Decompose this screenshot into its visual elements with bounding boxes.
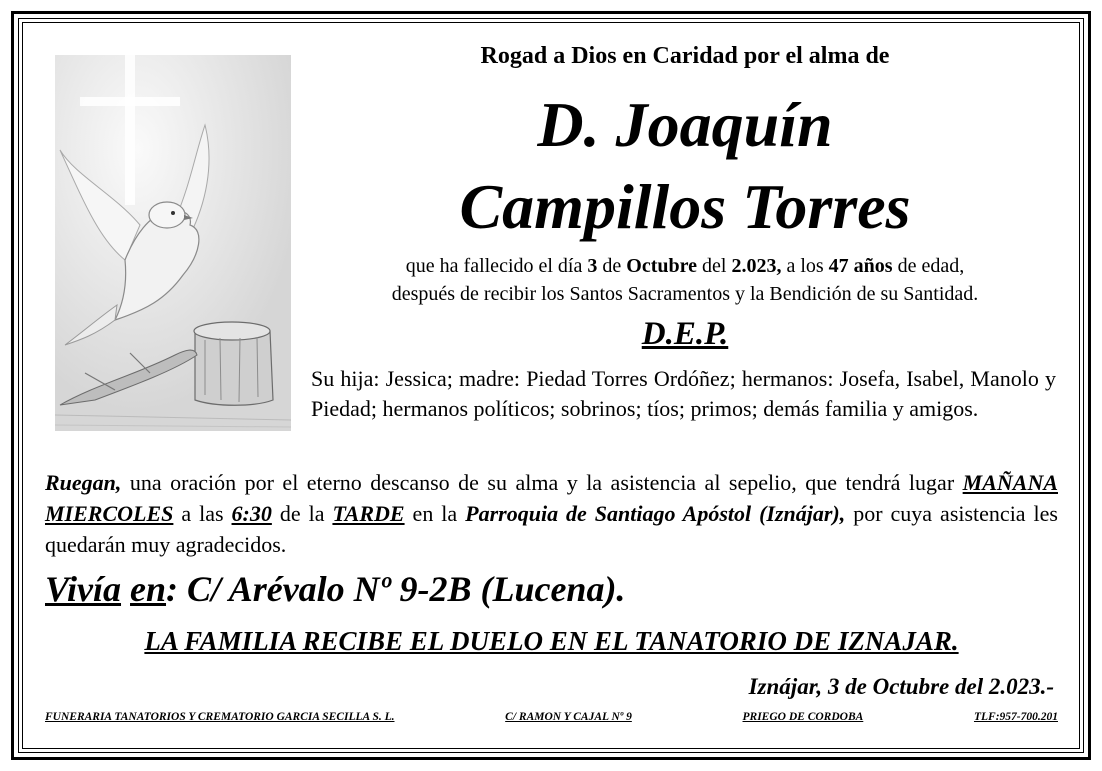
funeral-home-footer: [45, 711, 1058, 723]
dove-illustration: [55, 55, 291, 431]
residence-address: C/ Arévalo Nº 9-2B (Lucena).: [178, 569, 626, 609]
death-year: 2.023,: [731, 255, 782, 277]
footer-street: C/ RAMON Y CAJAL Nº 9: [505, 711, 632, 723]
deceased-name-line-2: Campillos Torres: [459, 171, 911, 242]
place-date: Iznájar, 3 de Octubre del 2.023.-: [748, 674, 1054, 699]
intro-line: Rogad a Dios en Caridad por el alma de: [480, 43, 890, 69]
death-month: Octubre: [626, 255, 697, 277]
residence-colon: :: [166, 569, 179, 609]
death-details: [300, 252, 1070, 308]
death-text: a los: [781, 255, 829, 277]
ruegan-text: una oración por el eterno descanso de su alma y la asistencia al sepelio, que tendrá lugar: [121, 470, 963, 495]
death-text: del: [697, 255, 732, 277]
footer-phone: TLF:957-700.201: [973, 711, 1058, 723]
ruegan-time: 6:30: [231, 501, 272, 526]
funeral-request: [45, 467, 1058, 560]
residence-word-1: Vivía: [45, 569, 122, 609]
death-text: de: [597, 255, 627, 277]
death-age: 47 años: [828, 255, 893, 277]
ruegan-text: de la: [271, 501, 333, 526]
family-members: Su hija: Jessica; madre: Piedad Torres Ordóñez; hermanos: Josefa, Isabel, Manolo y Piedad; hermanos políticos; sobrinos; tíos; primos; demás familia y amigos.: [311, 366, 1056, 421]
ruegan-day1: MAÑANA: [962, 470, 1058, 495]
ruegan-text: a las: [173, 501, 232, 526]
residence-word-2: en: [130, 569, 167, 609]
death-text: de edad,: [892, 255, 965, 277]
footer-company: FUNERARIA TANATORIOS Y CREMATORIO GARCIA SECILLA S. L.: [45, 711, 395, 723]
ruegan-church: Parroquia de Santiago Apóstol (Iznájar),: [465, 501, 846, 526]
death-day: 3: [587, 255, 598, 277]
ruegan-text: en la: [404, 501, 466, 526]
sacraments-line: después de recibir los Santos Sacramentos y la Bendición de su Santidad.: [391, 283, 979, 305]
residence-line: [45, 568, 1058, 610]
ruegan-lead: Ruegan,: [45, 470, 122, 495]
footer-city: PRIEGO DE CORDOBA: [742, 711, 864, 723]
family-announcement: LA FAMILIA RECIBE EL DUELO EN EL TANATORIO DE IZNAJAR.: [144, 626, 959, 656]
ruegan-period: TARDE: [332, 501, 405, 526]
deceased-name-line-1: D. Joaquín: [537, 89, 833, 160]
death-text: que ha fallecido el día: [405, 255, 588, 277]
ruegan-day2: MIERCOLES: [45, 501, 174, 526]
ruegan-text: por cuya asistencia les quedarán muy agradecidos.: [45, 501, 1058, 557]
dep-heading: D.E.P.: [641, 316, 729, 352]
